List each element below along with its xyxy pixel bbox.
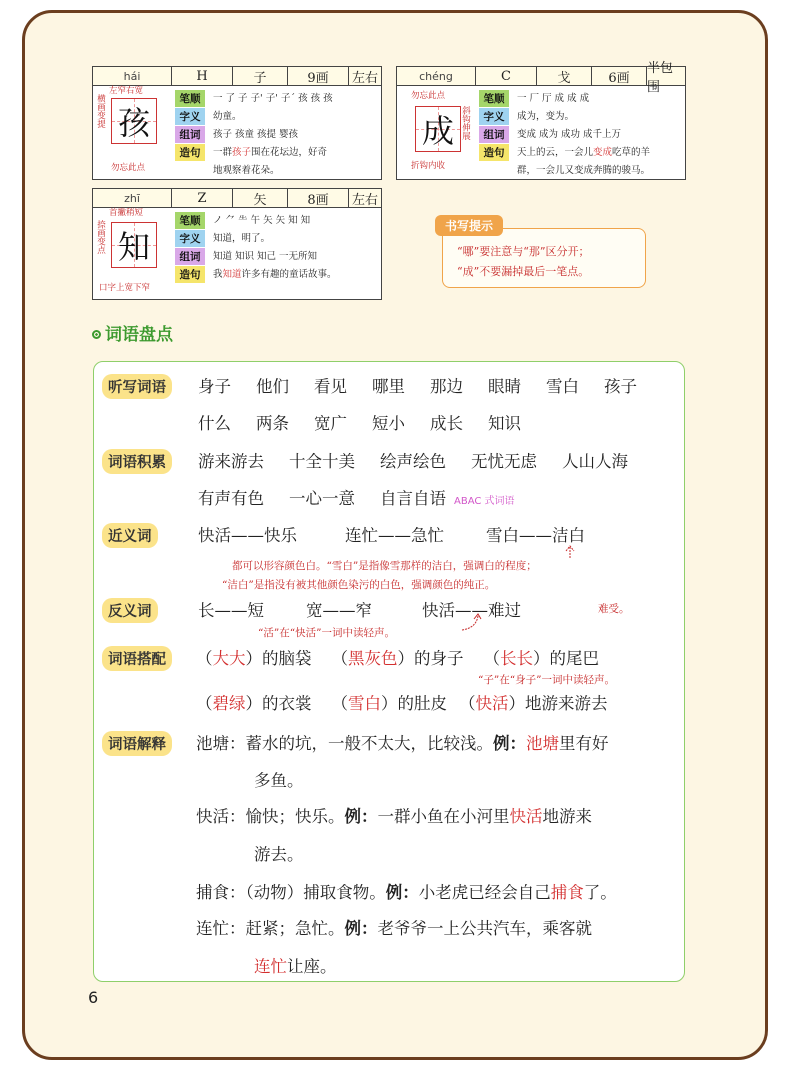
dictation-row-2: 什么 两条 宽广 短小 成长 知识 <box>198 414 521 433</box>
sentence: 一群孩子围在花坛边，好奇 <box>213 147 328 158</box>
antonym-pairs: 长——短 宽——窄 快活——难过 <box>198 601 521 620</box>
sentence: 我知道许多有趣的童话故事。 <box>213 269 337 280</box>
anno-top: 左窄右宽 <box>109 86 144 96</box>
writing-tip-box <box>442 219 646 288</box>
abac-note: ABAC 式词语 <box>454 496 515 507</box>
initial: Z <box>172 189 233 207</box>
tag-stroke-order: 笔顺 <box>175 90 205 107</box>
sentence-cont: 群，一会儿又变成奔腾的骏马。 <box>517 165 651 176</box>
explain-item-4: 连忙：赶紧；急忙。例：老爷爷一上公共汽车，乘客就 <box>196 919 592 938</box>
char-rows <box>175 90 377 180</box>
sentence-cont: 地观察着花朵。 <box>213 165 280 176</box>
anno-bottom: 折钩内收 <box>411 161 446 171</box>
explain-item-1: 池塘：蓄水的坑，一般不太大，比较浅。例：池塘里有好 <box>196 734 609 753</box>
anno-left: 捺画变点 <box>95 220 106 254</box>
explain-item-4-cont: 连忙让座。 <box>254 957 337 976</box>
tag-stroke-order: 笔顺 <box>479 90 509 107</box>
tag-words: 组词 <box>479 126 509 143</box>
section-title: 词语盘点 <box>92 320 173 345</box>
pinyin: zhī <box>93 189 172 207</box>
antonym-note-right: 难受。 <box>598 603 630 615</box>
arrow-icon <box>560 545 580 559</box>
stroke-order: 一 厂 厅 成 成 成 <box>517 93 590 104</box>
meaning: 成为，变为。 <box>517 111 575 122</box>
strokes: 6画 <box>592 67 647 85</box>
accumulate-row-2: 有声有色 一心一意 自言自语 ABAC 式词语 <box>198 489 515 508</box>
writing-tip-title: 书写提示 <box>435 215 503 236</box>
arrow-icon <box>460 612 484 634</box>
radical: 戈 <box>537 67 592 85</box>
writing-tip-line-1: “哪”要注意与“那”区分开； <box>457 245 590 258</box>
char-rows <box>479 90 681 180</box>
stroke-order: 一 了 子 子' 子' 子ˊ 孩 孩 孩 <box>213 93 333 104</box>
anno-bottom: 勿忘此点 <box>111 163 146 173</box>
explain-item-1-cont: 多鱼。 <box>254 771 304 790</box>
character: 孩 <box>117 104 150 142</box>
radical: 矢 <box>233 189 288 207</box>
tag-stroke-order: 笔顺 <box>175 212 205 229</box>
tag-sentence: 造句 <box>479 144 509 161</box>
label-explain: 词语解释 <box>102 731 172 756</box>
anno-right: 斜钩伸展 <box>460 106 471 140</box>
label-dictation: 听写词语 <box>102 374 172 399</box>
pinyin: chéng <box>397 67 476 85</box>
char-card-zhi <box>92 188 382 300</box>
label-antonyms: 反义词 <box>102 598 158 623</box>
tag-meaning: 字义 <box>175 108 205 125</box>
tag-words: 组词 <box>175 126 205 143</box>
explain-item-2: 快活：愉快；快乐。例：一群小鱼在小河里快活地游来 <box>196 807 592 826</box>
words: 变成 成为 成功 成千上万 <box>517 129 622 140</box>
label-synonyms: 近义词 <box>102 523 158 548</box>
label-accumulate: 词语积累 <box>102 449 172 474</box>
explain-item-2-cont: 游去。 <box>254 845 304 864</box>
tag-words: 组词 <box>175 248 205 265</box>
radical: 子 <box>233 67 288 85</box>
strokes: 8画 <box>288 189 349 207</box>
character: 成 <box>421 112 454 150</box>
anno-bottom: 口字上宽下窄 <box>99 283 151 293</box>
char-box <box>111 98 157 144</box>
tag-meaning: 字义 <box>175 230 205 247</box>
char-card-cheng <box>396 61 686 180</box>
character: 知 <box>117 228 150 266</box>
char-box <box>415 106 461 152</box>
anno-left: 横画变提 <box>95 94 106 128</box>
meaning: 幼童。 <box>213 111 242 122</box>
synonym-pairs: 快活——快乐 连忙——急忙 雪白——洁白 <box>198 526 585 545</box>
meaning: 知道，明了。 <box>213 233 271 244</box>
anno-top: 首撇稍短 <box>109 208 144 218</box>
synonym-note-1: 都可以形容颜色白。“雪白”是指像雪那样的洁白，强调白的程度； <box>232 560 537 572</box>
accumulate-row-1: 游来游去 十全十美 绘声绘色 无忧无虑 人山人海 <box>198 452 628 471</box>
collocation-row-2: （碧绿）的衣裳 （雪白）的肚皮 （快活）地游来游去 <box>196 694 608 713</box>
initial: C <box>476 67 537 85</box>
structure: 左右 <box>351 192 378 208</box>
card-header <box>397 61 685 95</box>
words: 知道 知识 知己 一无所知 <box>213 251 318 262</box>
words: 孩子 孩童 孩提 婴孩 <box>213 129 299 140</box>
initial: H <box>172 67 233 85</box>
synonym-note-2: “洁白”是指没有被其他颜色染污的白色，强调颜色的纯正。 <box>222 579 496 591</box>
structure: 左右 <box>351 70 378 86</box>
card-header <box>93 189 381 208</box>
bullet-icon <box>92 330 101 339</box>
collocation-note: “子”在“身子”一词中读轻声。 <box>478 674 615 686</box>
anno-top: 勿忘此点 <box>411 91 446 101</box>
writing-tip-line-2: “成”不要漏掉最后一笔点。 <box>457 265 590 278</box>
tag-meaning: 字义 <box>479 108 509 125</box>
dictation-row-1: 身子 他们 看见 哪里 那边 眼睛 雪白 孩子 <box>198 377 637 396</box>
pinyin: hái <box>93 67 172 85</box>
char-box <box>111 222 157 268</box>
sentence: 天上的云，一会儿变成吃草的羊 <box>517 147 651 158</box>
explain-item-3: 捕食：（动物）捕取食物。例：小老虎已经会自己捕食了。 <box>196 883 617 902</box>
char-card-hai <box>92 66 382 180</box>
page-number: 6 <box>88 988 99 1007</box>
label-collocation: 词语搭配 <box>102 646 172 671</box>
structure: 半包围 <box>647 61 674 95</box>
antonym-note-below: “活”在“快活”一词中读轻声。 <box>258 627 395 639</box>
tag-sentence: 造句 <box>175 144 205 161</box>
strokes: 9画 <box>288 67 349 85</box>
tag-sentence: 造句 <box>175 266 205 283</box>
collocation-row-1: （大大）的脑袋 （黑灰色）的身子 （长长）的尾巴 <box>196 649 599 668</box>
stroke-order: ノ ⺈ ⺧ 午 矢 矢 知 知 <box>213 215 311 226</box>
char-rows <box>175 212 377 284</box>
card-header <box>93 67 381 86</box>
